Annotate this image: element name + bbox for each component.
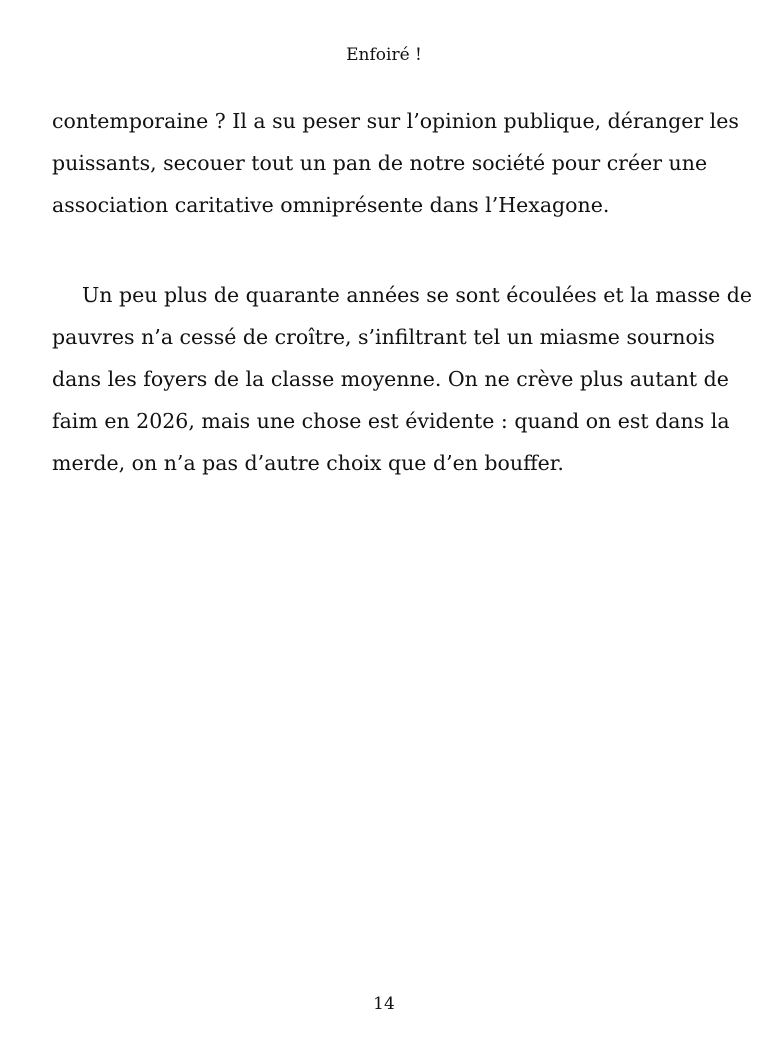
paragraph-2 [52, 274, 753, 484]
paragraph-1 [52, 100, 739, 226]
text-line: dans les foyers de la classe moyenne. On ne crève plus autant de [52, 367, 729, 391]
text-line: pauvres n’a cessé de croître, s’infiltrant tel un miasme sournois [52, 325, 715, 349]
page-number: 14 [373, 994, 395, 1014]
text-line: puissants, secouer tout un pan de notre société pour créer une [52, 151, 708, 175]
paragraph-spacer [52, 226, 692, 274]
text-line: faim en 2026, mais une chose est évidente : quand on est dans la [52, 409, 730, 433]
text-line: association caritative omniprésente dans l’Hexagone. [52, 193, 610, 217]
body-text [52, 100, 753, 484]
text-line: merde, on n’a pas d’autre choix que d’en bouffer. [52, 451, 564, 475]
running-header: Enfoiré ! [346, 45, 422, 65]
text-line: Un peu plus de quarante années se sont écoulées et la masse de [82, 283, 753, 307]
text-line: contemporaine ? Il a su peser sur l’opinion publique, déranger les [52, 109, 739, 133]
